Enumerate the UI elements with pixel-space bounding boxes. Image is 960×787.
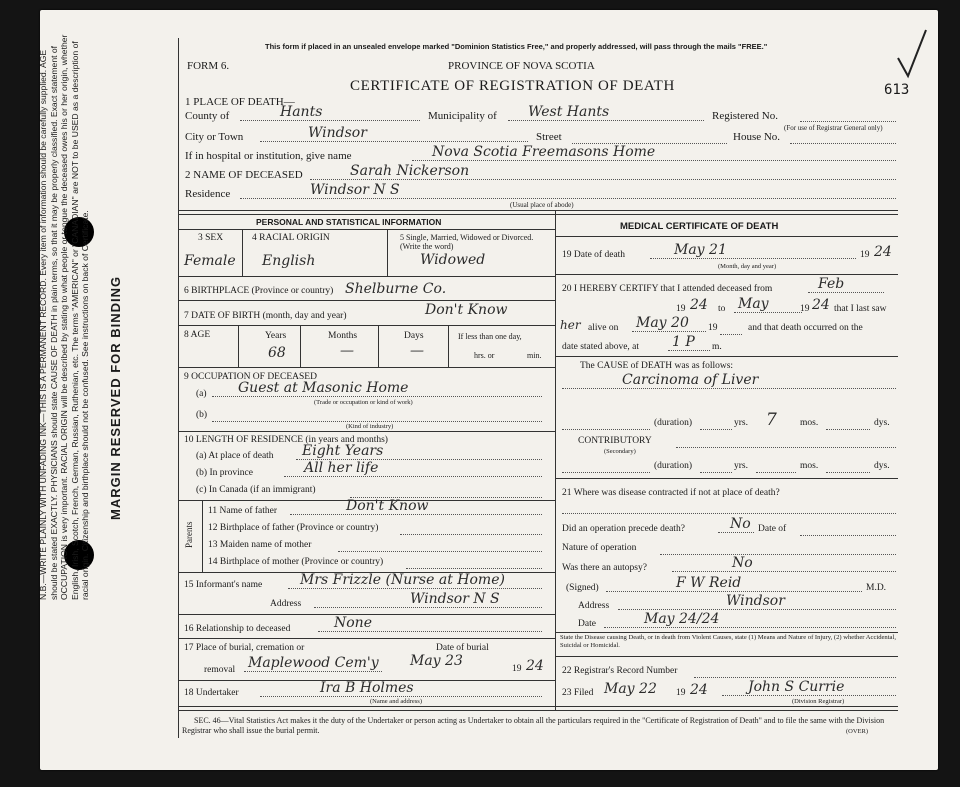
burial-year-value: 24 [526, 658, 544, 674]
contributory-mos-label: mos. [800, 461, 819, 471]
date-of-death-year-prefix: 19 [860, 250, 870, 260]
rule-birthplace [178, 300, 555, 301]
certificate-title: CERTIFICATE OF REGISTRATION OF DEATH [350, 78, 675, 94]
residence-value: Windsor N S [240, 182, 896, 199]
checkmark-icon [896, 28, 928, 80]
relationship-label: 16 Relationship to deceased [184, 624, 291, 634]
city-value: Windsor [260, 125, 528, 142]
burial-date-label: Date of burial [436, 643, 489, 653]
duration-yrs-line [700, 428, 732, 430]
rule-date-of-death [555, 274, 898, 275]
residence-c-label: (c) In Canada (if an immigrant) [196, 485, 316, 495]
md-label: M.D. [866, 583, 887, 593]
occupation-b-note: (Kind of industry) [346, 423, 394, 430]
length-of-residence-label: 10 LENGTH OF RESIDENCE (in years and months) [184, 435, 388, 445]
date-of-death-value: May 21 [650, 242, 856, 259]
contributory-yrs-label: yrs. [734, 461, 748, 471]
deceased-name-value: Sarah Nickerson [310, 163, 896, 180]
operation-date-label: Date of [758, 524, 787, 534]
cause-of-death-label: The CAUSE of DEATH was as follows: [580, 361, 734, 371]
division-registrar-signature: John S Currie [722, 679, 896, 696]
footer-act-text: SEC. 46—Vital Statistics Act makes it the duty of the Undertaker or person acting as Undertaker to obtain all the particulars required in the "Certificate of Registration of Death" and to file the same with the Division Registrar who shall issue the burial permit. [182, 716, 885, 735]
father-name-label: 11 Name of father [208, 506, 278, 516]
name-of-deceased-label: 2 NAME OF DECEASED [185, 169, 303, 181]
date-stated-label: date stated above, at [562, 342, 640, 352]
date-of-death-note: (Month, day and year) [718, 263, 777, 270]
date-of-birth-value: Don't Know [425, 302, 508, 318]
removal-label: removal [204, 665, 236, 675]
contributory-dys-label: dys. [874, 461, 890, 471]
parents-label: Parents [184, 521, 194, 548]
medical-certificate-header: MEDICAL CERTIFICATE OF DEATH [620, 221, 779, 232]
months-value: — [340, 343, 354, 359]
alive-year-prefix: 19 [708, 323, 718, 333]
operation-value: No [718, 516, 754, 533]
m-label: m. [712, 342, 722, 352]
occupation-a-value: Guest at Masonic Home [212, 380, 542, 397]
months-label: Months [328, 331, 358, 341]
municipality-label: Municipality of [428, 110, 497, 122]
rule-medical-header [555, 236, 898, 237]
physician-date-label: Date [578, 619, 596, 629]
birthplace-label: 6 BIRTHPLACE (Province or country) [184, 286, 334, 296]
personal-info-header: PERSONAL AND STATISTICAL INFORMATION [256, 217, 442, 227]
disease-contracted-label: 21 Where was disease contracted if not at place of death? [562, 488, 780, 498]
min-label: min. [527, 351, 542, 360]
residence-b-value: All her life [284, 460, 542, 477]
contributory-line [676, 446, 896, 448]
occupation-b-label: (b) [196, 410, 208, 420]
racial-origin-value: English [262, 253, 316, 269]
alive-year-line [720, 333, 742, 335]
burial-place-value: Maplewood Cem'y [244, 655, 382, 672]
occupation-a-note: (Trade or occupation or kind of work) [314, 399, 413, 406]
physician-address-label: Address [578, 601, 610, 611]
filed-label: 23 Filed [562, 688, 594, 698]
time-of-death-value: 1 P [668, 334, 710, 351]
certify-from-value: Feb [808, 276, 884, 293]
sex-value: Female [184, 253, 236, 269]
parents-divider [202, 500, 203, 572]
father-name-value: Don't Know [290, 498, 542, 515]
binding-margin-label: MARGIN RESERVED FOR BINDING [108, 275, 123, 520]
rule-dob [178, 325, 555, 326]
rule-cause [555, 478, 898, 479]
operation-date-line [800, 534, 896, 536]
sex-divider [242, 229, 243, 276]
hrs-label: hrs. or [474, 351, 495, 360]
racial-divider [387, 229, 388, 276]
sex-label: 3 SEX [198, 233, 224, 243]
certificate-number: 613 [884, 82, 910, 98]
filed-date-value: May 22 [604, 681, 657, 697]
date-of-birth-label: 7 DATE OF BIRTH (month, day and year) [184, 311, 347, 321]
days-label: Days [404, 331, 424, 341]
certify-year-2-prefix: 19 [800, 304, 810, 314]
residence-a-value: Eight Years [296, 443, 542, 460]
burial-year-prefix: 19 [512, 664, 522, 674]
certify-year-1-prefix: 19 [676, 304, 686, 314]
marital-status-label: 5 Single, Married, Widowed or Divorced. (Write the word) [400, 233, 534, 251]
municipality-value: West Hants [508, 104, 704, 121]
years-label: Years [265, 331, 287, 341]
rule-violent-note [555, 656, 898, 657]
physician-signature-value: F W Reid [606, 575, 862, 592]
registrar-note: (For use of Registrar General only) [784, 124, 883, 132]
county-value: Hants [240, 104, 420, 121]
nature-of-operation-label: Nature of operation [562, 543, 637, 553]
informant-address-label: Address [270, 599, 302, 609]
racial-origin-label: 4 RACIAL ORIGIN [252, 233, 330, 243]
rule-sex [178, 276, 555, 277]
registrar-record-line [694, 676, 896, 678]
contributory-label: CONTRIBUTORY [578, 436, 652, 446]
rule-occupation [178, 431, 555, 432]
rule-personal-header [178, 229, 555, 230]
undertaker-note: (Name and address) [370, 698, 422, 705]
father-birthplace-line [400, 533, 542, 535]
contributory-dys-line [826, 471, 870, 473]
alive-on-value: May 20 [632, 315, 706, 332]
duration-line [562, 428, 650, 430]
secondary-note: (Secondary) [604, 448, 636, 455]
age-divider-2 [300, 325, 301, 367]
rule-age [178, 367, 555, 368]
pronoun-value: her [560, 318, 581, 332]
duration-label: (duration) [654, 418, 692, 428]
physician-address-value: Windsor [618, 593, 896, 610]
registered-no-line [800, 120, 896, 122]
to-label: to [718, 304, 726, 314]
age-divider-4 [448, 325, 449, 367]
hospital-label: If in hospital or institution, give name [185, 150, 352, 162]
date-of-death-year-value: 24 [874, 244, 892, 260]
city-label: City or Town [185, 131, 244, 143]
mother-birthplace-label: 14 Birthplace of mother (Province or country) [208, 557, 384, 567]
informant-label: 15 Informant's name [184, 580, 263, 590]
less-than-day-label: If less than one day, [458, 332, 522, 341]
father-birthplace-label: 12 Birthplace of father (Province or country) [208, 523, 379, 533]
contributory-yrs-line [700, 471, 732, 473]
age-divider-3 [378, 325, 379, 367]
days-value: — [410, 343, 424, 359]
informant-address-value: Windsor N S [314, 591, 542, 608]
certify-label: 20 I HEREBY CERTIFY that I attended deceased from [562, 284, 773, 294]
occupation-label: 9 OCCUPATION OF DECEASED [184, 372, 317, 382]
signed-label: (Signed) [566, 583, 599, 593]
years-value: 68 [268, 345, 286, 361]
place-of-death-label: 1 PLACE OF DEATH— [185, 96, 295, 108]
burial-date-value: May 23 [410, 653, 463, 669]
filed-year-prefix: 19 [676, 688, 686, 698]
residence-a-label: (a) At place of death [196, 451, 274, 461]
mother-maiden-label: 13 Maiden name of mother [208, 540, 312, 550]
alive-on-label: alive on [588, 323, 619, 333]
province-heading: PROVINCE OF NOVA SCOTIA [448, 60, 595, 72]
margin-instructions: N.B.—WRITE PLAINLY WITH UNFADING INK—THIS IS A PERMANENT RECORD. Every item of information should be carefully supplied. AGE should be stated EXACTLY. PHYSICIANS should state CAUSE OF DEATH in plain terms, so that it may be properly classified. Exact statement of OCCUPATION is very important. RACIAL ORIGIN will be described by stating to what people or tongue the deceased owes his or her origin, whether English, Irish, Scotch, French, German, Russian, Ruthenian, etc. The terms "AMERICAN" or "CANADIAN" are NOT to be USED as a description of racial origin. Citizenship and birthplace should not be confused. See instructions on back of Certificate. [38, 34, 90, 600]
hospital-value: Nova Scotia Freemasons Home [412, 144, 896, 161]
top-notice: This form if placed in an unsealed envelope marked "Dominion Statistics Free," and properly addressed, will pass through the mails "FREE." [265, 42, 768, 51]
form-number: FORM 6. [187, 60, 230, 72]
certify-year-2-value: 24 [812, 297, 830, 313]
main-bottom-rule [178, 706, 898, 711]
physician-date-value: May 24/24 [604, 611, 896, 628]
duration-mos-value: 7 [766, 410, 777, 430]
division-registrar-note: (Division Registrar) [792, 698, 845, 705]
duration-dys-label: dys. [874, 418, 890, 428]
cause-of-death-value: Carcinoma of Liver [562, 372, 896, 389]
autopsy-label: Was there an autopsy? [562, 563, 647, 573]
operation-label: Did an operation precede death? [562, 524, 685, 534]
contributory-mos-line [756, 471, 796, 473]
main-top-rule [178, 210, 898, 215]
occupation-a-label: (a) [196, 389, 207, 399]
disease-contracted-line [562, 512, 896, 514]
county-label: County of [185, 110, 230, 122]
column-divider [555, 210, 556, 710]
duration-mos-label: mos. [800, 418, 819, 428]
relationship-value: None [318, 615, 542, 632]
mother-maiden-line [338, 550, 542, 552]
occupation-b-line [212, 420, 542, 422]
certify-year-1-value: 24 [690, 297, 708, 313]
rule-relationship [178, 638, 555, 639]
registered-label: Registered No. [712, 110, 778, 122]
birthplace-value: Shelburne Co. [345, 281, 447, 297]
contributory-duration-label: (duration) [654, 461, 692, 471]
mother-birthplace-line [406, 567, 542, 569]
death-occurred-label: and that death occurred on the [748, 323, 863, 333]
residence-b-label: (b) In province [196, 468, 253, 478]
margin-divider [178, 38, 179, 738]
rule-certify [555, 356, 898, 357]
house-no-label: House No. [733, 131, 781, 143]
residence-label: Residence [185, 188, 231, 200]
undertaker-value: Ira B Holmes [260, 680, 542, 697]
violent-causes-note: State the Disease causing Death, or in death from Violent Causes, state (1) Means and Nature of Injury, (2) whether Accidental, Suicidal or Homicidal. [560, 634, 896, 649]
marital-status-value: Widowed [420, 252, 486, 268]
last-saw-label: that I last saw [834, 304, 887, 314]
informant-value: Mrs Frizzle (Nurse at Home) [288, 572, 542, 589]
duration-yrs-label: yrs. [734, 418, 748, 428]
certify-to-value: May [734, 296, 802, 313]
rule-physician [555, 632, 898, 633]
registrar-record-label: 22 Registrar's Record Number [562, 666, 678, 676]
undertaker-label: 18 Undertaker [184, 688, 239, 698]
residence-note: (Usual place of abode) [510, 201, 574, 209]
burial-label: 17 Place of burial, cremation or [184, 643, 305, 653]
duration-dys-line [826, 428, 870, 430]
age-divider-1 [238, 325, 239, 367]
contributory-duration-line [562, 471, 650, 473]
filed-year-value: 24 [690, 682, 708, 698]
footer-over: (OVER) [846, 728, 869, 735]
date-of-death-label: 19 Date of death [562, 250, 626, 260]
autopsy-value: No [672, 555, 896, 572]
street-label: Street [536, 131, 562, 143]
age-label: 8 AGE [184, 330, 211, 340]
